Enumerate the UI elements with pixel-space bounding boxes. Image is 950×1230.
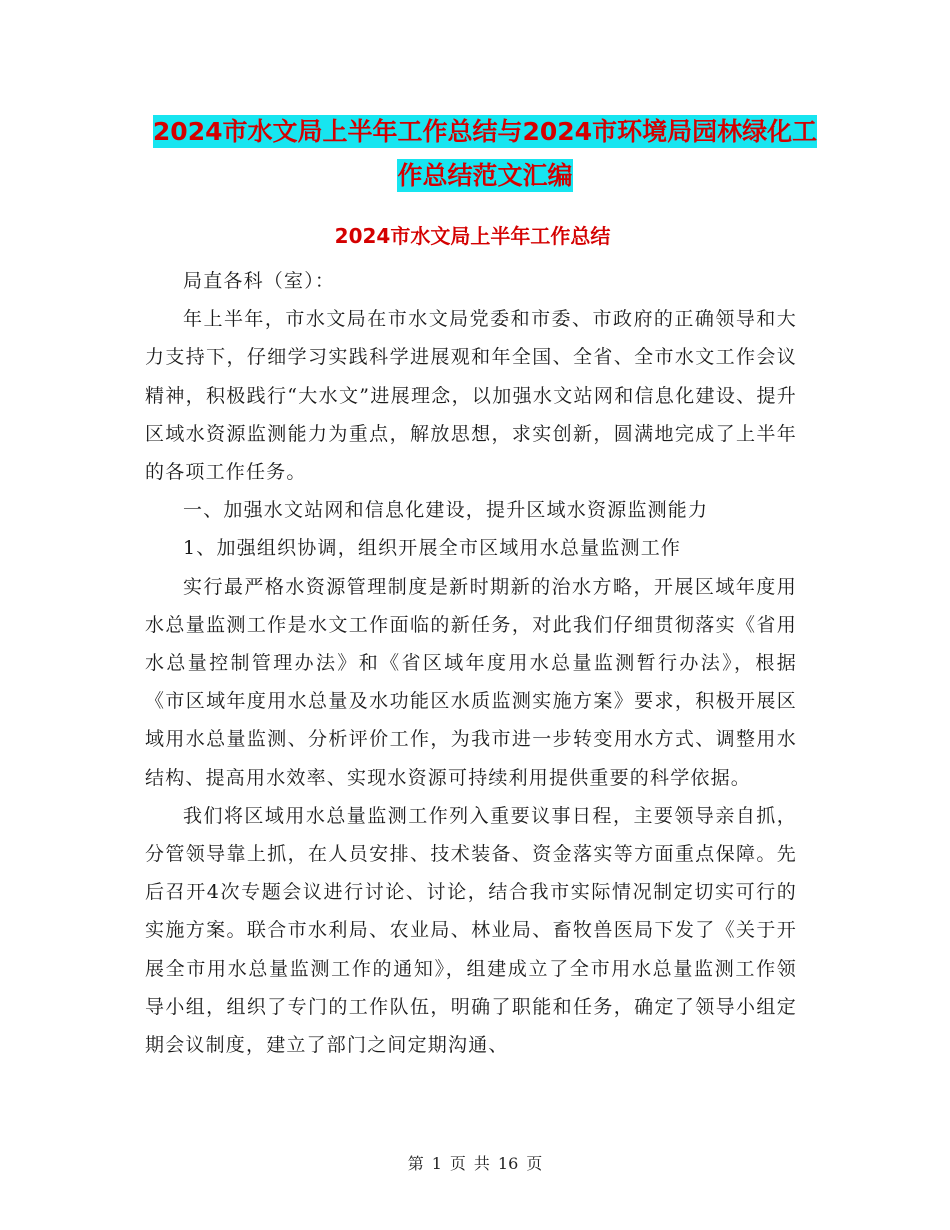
heading-level-1: 一、加强水文站网和信息化建设，提升区域水资源监测能力 — [183, 499, 709, 522]
footer-page-mid: 页 — [449, 1154, 466, 1173]
footer-total-pages: 16 — [497, 1154, 519, 1173]
footer-page-prefix: 第 — [407, 1154, 424, 1173]
paragraph-body: 实行最严格水资源管理制度是新时期新的治水方略，开展区域年度用水总量监测工作是水文工作面临的新任务，对此我们仔细贯彻落实《省用水总量控制管理办法》和《省区域年度用水总量监测暂行办法》，根据《市区域年度用水总量及水功能区水质监测实施方案》要求，积极开展区域用水总量监测、分析评价工作，为我市进一步转变用水方式、调整用水结构、提高用水效率、实现水资源可持续利用提供重要的科学依据。 — [145, 575, 797, 789]
section-title: 2024市水文局上半年工作总结 — [334, 224, 611, 248]
footer-page-number: 1 — [431, 1154, 442, 1173]
footer-total-suffix: 页 — [526, 1154, 543, 1173]
document-title-text: 2024市水文局上半年工作总结与2024市环境局园林绿化工作总结范文汇编 — [152, 117, 818, 190]
page-footer — [0, 1152, 950, 1176]
paragraph-intro: 年上半年，市水文局在市水文局党委和市委、市政府的正确领导和大力支持下，仔细学习实践科学进展观和年全国、全省、全市水文工作会议精神，积极践行“大水文”进展理念，以加强水文站网和信息化建设、提升区域水资源监测能力为重点，解放思想，求实创新，圆满地完成了上半年的各项工作任务。 — [145, 308, 797, 484]
paragraph-body: 我们将区域用水总量监测工作列入重要议事日程，主要领导亲自抓，分管领导靠上抓，在人员安排、技术装备、资金落实等方面重点保障。先后召开4次专题会议进行讨论、讨论，结合我市实际情况制定切实可行的实施方案。联合市水利局、农业局、林业局、畜牧兽医局下发了《关于开展全市用水总量监测工作的通知》，组建成立了全市用水总量监测工作领导小组，组织了专门的工作队伍，明确了职能和任务，确定了领导小组定期会议制度，建立了部门之间定期沟通、 — [145, 804, 797, 1057]
heading-level-2: 1、加强组织协调，组织开展全市区域用水总量监测工作 — [183, 537, 682, 560]
document-title — [150, 110, 820, 198]
footer-total-prefix: 共 — [473, 1154, 490, 1173]
salutation: 局直各科（室）： — [183, 270, 336, 292]
document-body — [145, 262, 797, 1064]
